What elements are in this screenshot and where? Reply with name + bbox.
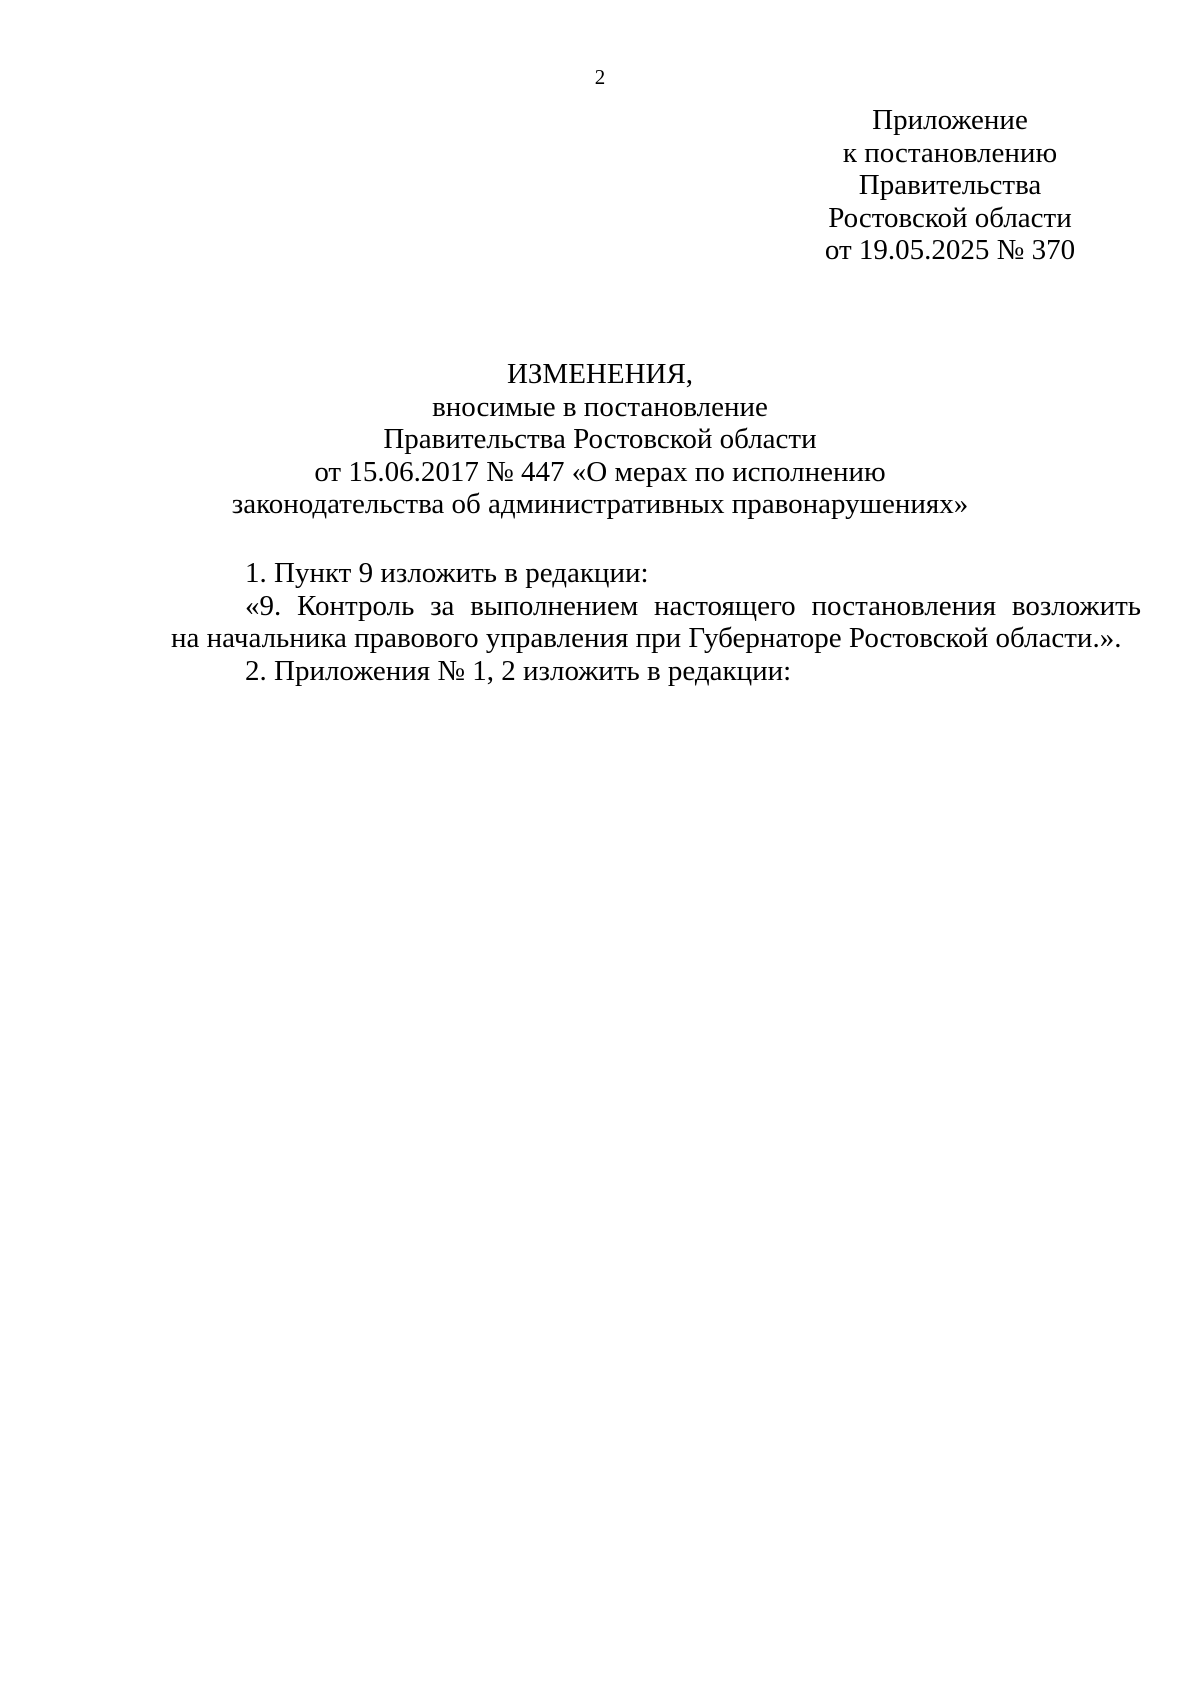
body-item-1: 1. Пункт 9 изложить в редакции: [245,557,649,589]
quoted-clause-line-2: на начальника правового управления при Губернаторе Ростовской области.». [171,622,1122,654]
appendix-line-4: Ростовской области [828,201,1072,234]
quoted-clause-line-1: «9. Контроль за выполнением настоящего постановления возложить [245,589,1141,622]
appendix-date-number: от 19.05.2025 № 370 [824,234,1076,266]
page-number: 2 [594,65,606,89]
document-title [0,358,1200,521]
title-line-2: вносимые в постановление [432,390,768,423]
title-line-3: Правительства Ростовской области [383,423,817,455]
appendix-line-1: Приложение [872,104,1028,136]
title-line-4: от 15.06.2017 № 447 «О мерах по исполнению [314,455,886,488]
document-body [171,557,1141,687]
title-heading: ИЗМЕНЕНИЯ, [506,358,694,390]
appendix-line-2: к постановлению [842,136,1058,169]
title-line-5: законодательства об административных правонарушениях» [231,488,969,520]
appendix-line-3: Правительства [858,169,1042,201]
appendix-reference [780,104,1120,267]
body-item-2: 2. Приложения № 1, 2 изложить в редакции: [245,654,792,687]
